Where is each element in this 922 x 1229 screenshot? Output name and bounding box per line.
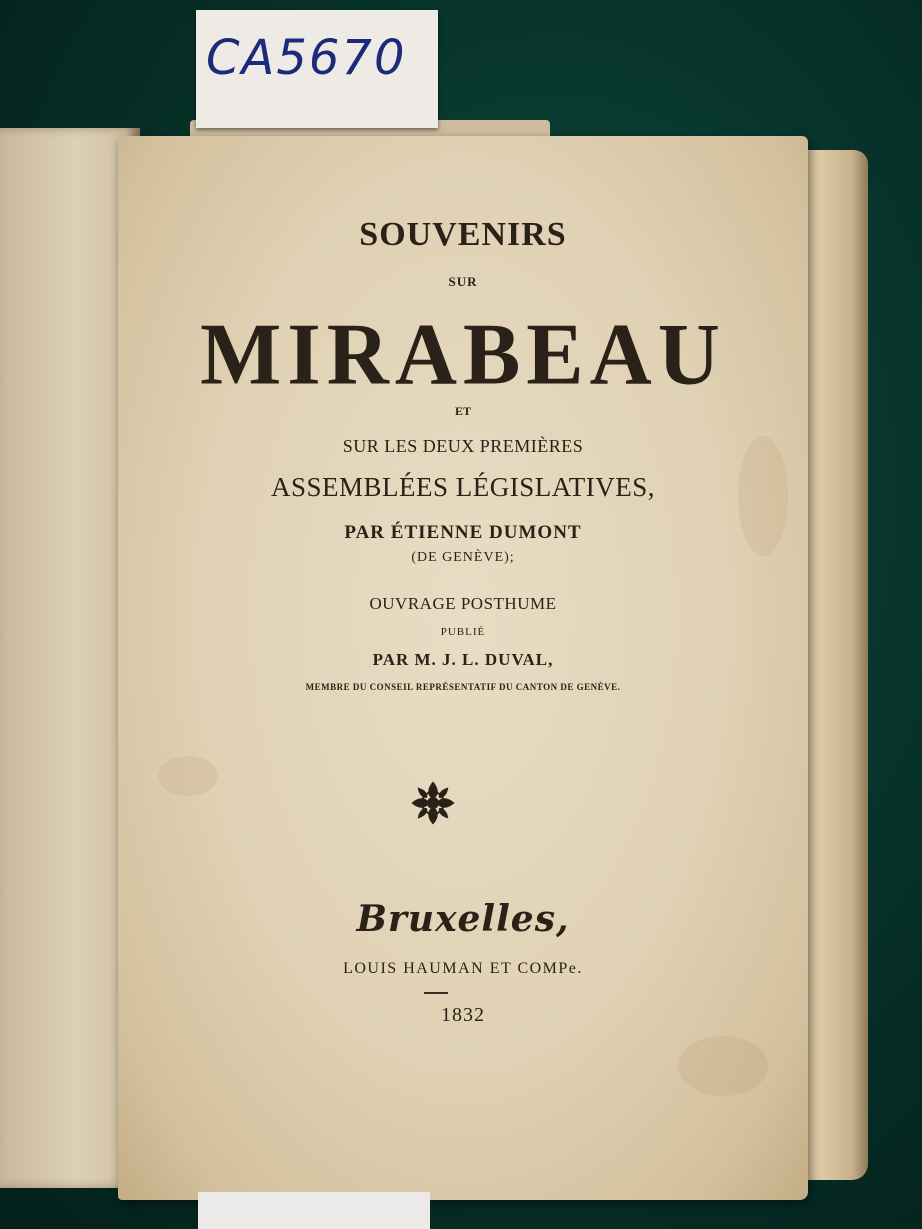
title-line-sur: SUR bbox=[448, 274, 478, 289]
title-line-sur-les-deux: SUR LES DEUX PREMIÈRES bbox=[342, 436, 584, 456]
printer-ornament-icon bbox=[411, 781, 455, 825]
bottom-slip bbox=[198, 1192, 430, 1229]
title-page bbox=[118, 136, 808, 1200]
imprint-publisher: LOUIS HAUMAN ET COMPe. bbox=[343, 960, 583, 977]
title-line-souvenirs: SOUVENIRS bbox=[359, 216, 567, 253]
author-line: PAR ÉTIENNE DUMONT bbox=[344, 522, 582, 543]
foxing-stain bbox=[158, 756, 218, 796]
imprint-year: 1832 bbox=[441, 1004, 485, 1026]
author-origin-line: (DE GENÈVE); bbox=[411, 550, 515, 565]
title-line-mirabeau: MIRABEAU bbox=[200, 305, 726, 403]
title-line-et: ET bbox=[454, 404, 471, 418]
editor-title-line: MEMBRE DU CONSEIL REPRÉSENTATIF DU CANTON DE GENÈVE. bbox=[305, 682, 621, 692]
handwritten-call-number: CA5670 bbox=[206, 30, 407, 86]
published-line: PUBLIÉ bbox=[440, 626, 486, 638]
imprint-divider bbox=[424, 992, 448, 994]
title-line-assemblees: ASSEMBLÉES LÉGISLATIVES, bbox=[270, 472, 655, 502]
imprint-city: Bruxelles, bbox=[356, 898, 570, 940]
posthumous-line: OUVRAGE POSTHUME bbox=[369, 594, 557, 613]
catalog-slip bbox=[196, 10, 438, 128]
editor-line: PAR M. J. L. DUVAL, bbox=[372, 650, 554, 669]
foxing-stain bbox=[678, 1036, 768, 1096]
